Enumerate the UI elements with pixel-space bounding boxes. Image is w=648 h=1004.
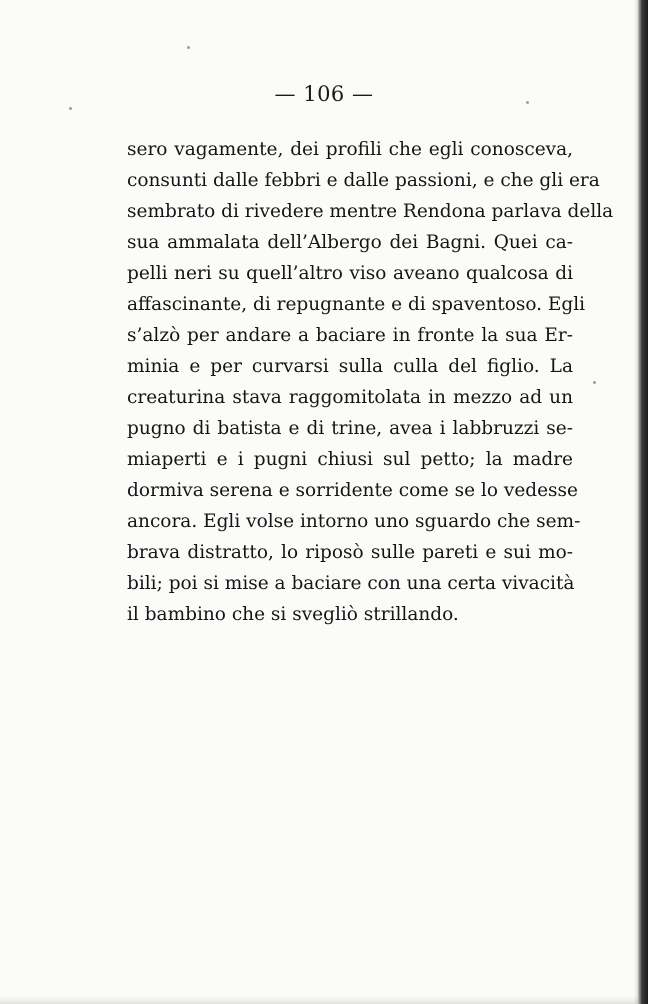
- text-line: bili; poi si mise a baciare con una certa vivacità: [127, 573, 575, 594]
- text-line: brava distratto, lo riposò sulle pareti e sui mo-: [127, 542, 573, 563]
- page-number: — 106 —: [274, 82, 374, 106]
- text-line: ancora. Egli volse intorno uno sguardo che sem-: [127, 511, 581, 532]
- text-line: creaturina stava raggomitolata in mezzo ad un: [127, 387, 573, 408]
- text-line: sua ammalata dell’Albergo dei Bagni. Quei ca-: [127, 232, 573, 253]
- text-line: dormiva serena e sorridente come se lo vedesse: [127, 480, 578, 501]
- text-line-last: il bambino che si svegliò strillando.: [127, 604, 459, 625]
- print-speck: [187, 46, 190, 49]
- text-line: minia e per curvarsi sulla culla del figlio. La: [127, 356, 573, 377]
- text-line: affascinante, di repugnante e di spaventoso. Egli: [127, 294, 586, 315]
- page-bottom-shadow: [0, 996, 638, 1004]
- print-speck: [593, 381, 596, 384]
- text-line: pelli neri su quell’altro viso aveano qualcosa di: [127, 263, 573, 284]
- text-line: s’alzò per andare a baciare in fronte la sua Er-: [127, 325, 573, 346]
- page-edge: [638, 0, 648, 1004]
- print-speck: [69, 107, 72, 110]
- text-line: miaperti e i pugni chiusi sul petto; la madre: [127, 449, 573, 470]
- body-text: [127, 134, 614, 630]
- text-line: sero vagamente, dei profili che egli conosceva,: [127, 139, 573, 160]
- text-line: sembrato di rivedere mentre Rendona parlava della: [127, 201, 614, 222]
- text-line: pugno di batista e di trine, avea i labbruzzi se-: [127, 418, 573, 439]
- text-line: consunti dalle febbri e dalle passioni, e che gli era: [127, 170, 600, 191]
